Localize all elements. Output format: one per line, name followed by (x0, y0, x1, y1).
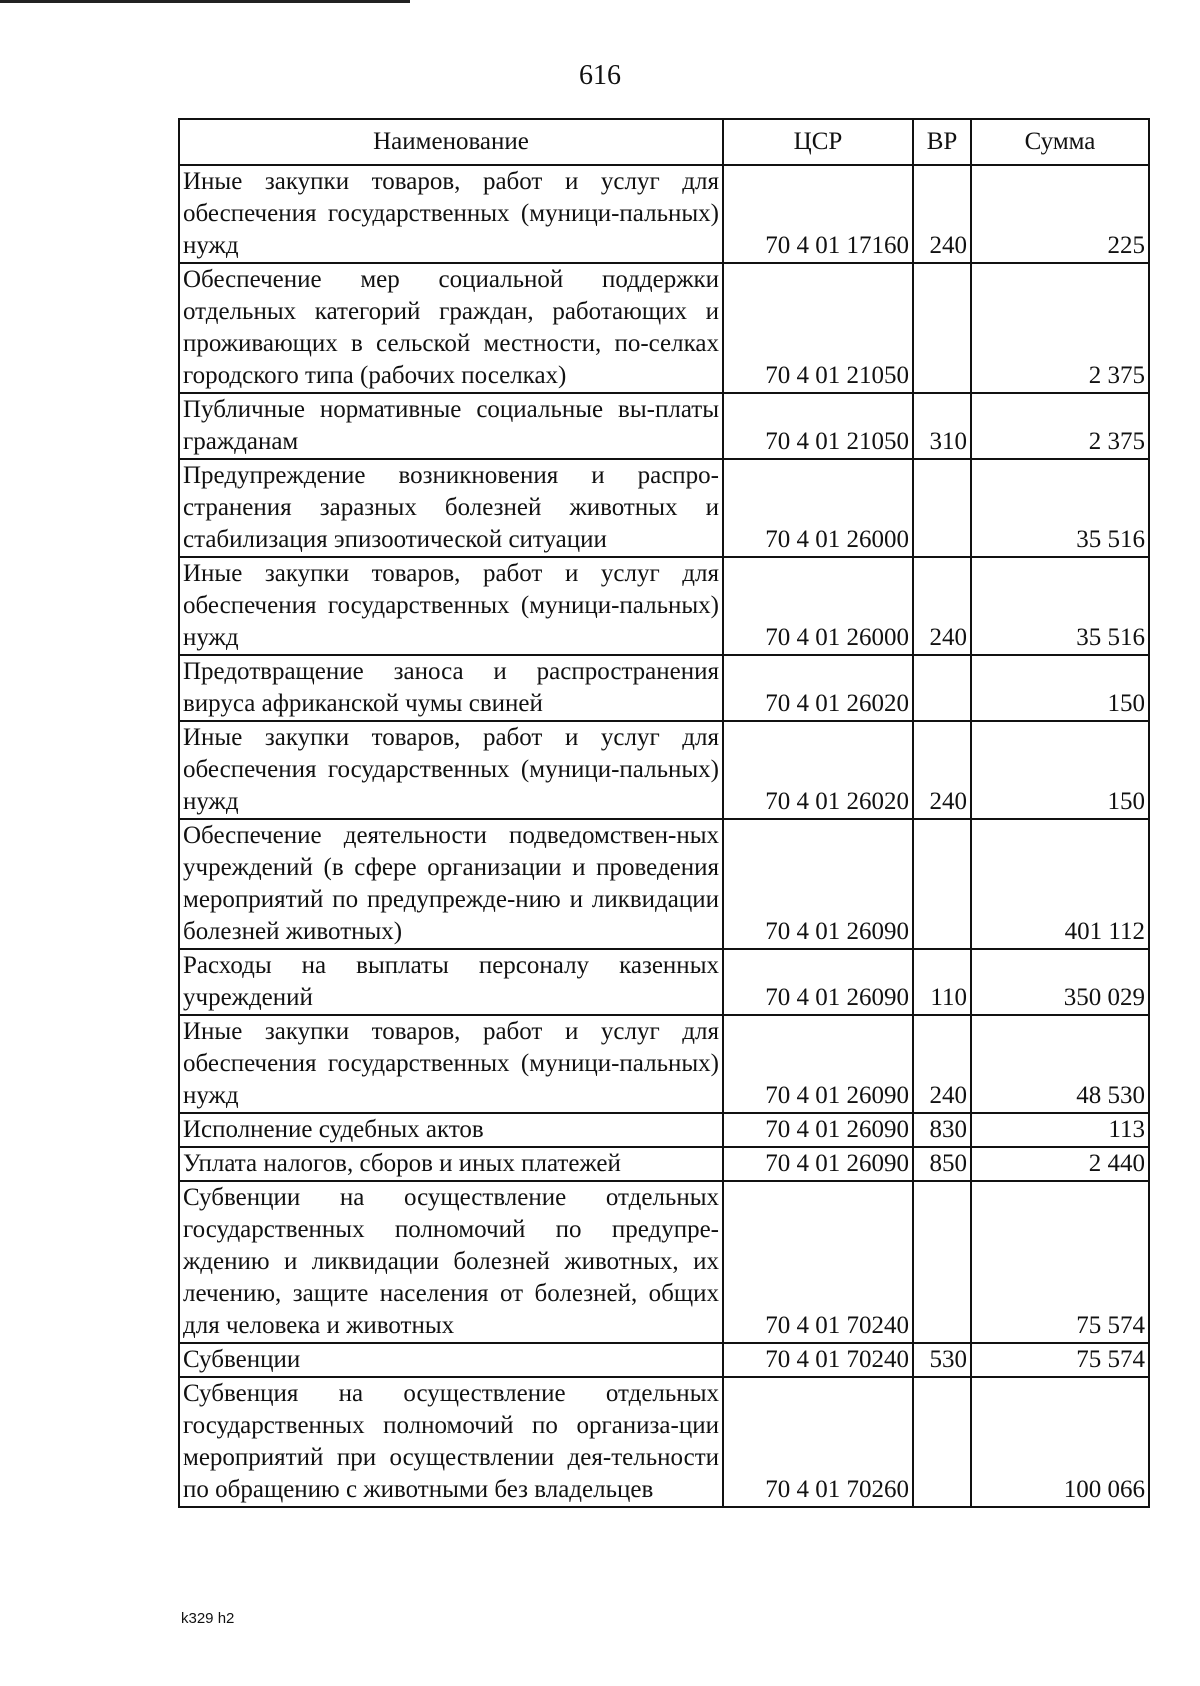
cell-vr (913, 1377, 971, 1507)
cell-csr: 70 4 01 26020 (723, 721, 913, 819)
cell-sum: 2 375 (971, 393, 1149, 459)
table-row (179, 165, 1149, 263)
cell-csr: 70 4 01 26000 (723, 557, 913, 655)
cell-name: Иные закупки товаров, работ и услуг для обеспечения государственных (муници-пальных) нужд (179, 1015, 723, 1113)
table-row (179, 459, 1149, 557)
header-csr: ЦСР (723, 119, 913, 165)
table-row (179, 949, 1149, 1015)
cell-vr (913, 263, 971, 393)
cell-name: Предупреждение возникновения и распро-странения заразных болезней животных и стабилизация эпизоотической ситуации (179, 459, 723, 557)
cell-csr: 70 4 01 21050 (723, 263, 913, 393)
cell-sum: 401 112 (971, 819, 1149, 949)
cell-vr: 240 (913, 557, 971, 655)
cell-sum: 48 530 (971, 1015, 1149, 1113)
cell-sum: 100 066 (971, 1377, 1149, 1507)
table-row (179, 1181, 1149, 1343)
cell-name: Исполнение судебных актов (179, 1113, 723, 1147)
cell-vr: 110 (913, 949, 971, 1015)
footer-code: k329 h2 (181, 1610, 235, 1627)
cell-name: Субвенции (179, 1343, 723, 1377)
cell-csr: 70 4 01 17160 (723, 165, 913, 263)
budget-table (178, 118, 1150, 1508)
cell-vr: 310 (913, 393, 971, 459)
cell-csr: 70 4 01 21050 (723, 393, 913, 459)
cell-name: Обеспечение мер социальной поддержки отдельных категорий граждан, работающих и проживающих в сельской местности, по-селках городского типа (рабочих поселках) (179, 263, 723, 393)
cell-vr (913, 655, 971, 721)
cell-sum: 2 375 (971, 263, 1149, 393)
table-row (179, 1377, 1149, 1507)
cell-csr: 70 4 01 26090 (723, 819, 913, 949)
cell-vr (913, 1181, 971, 1343)
cell-csr: 70 4 01 70260 (723, 1377, 913, 1507)
cell-csr: 70 4 01 70240 (723, 1181, 913, 1343)
cell-sum: 35 516 (971, 557, 1149, 655)
table-row (179, 557, 1149, 655)
cell-csr: 70 4 01 26090 (723, 1113, 913, 1147)
cell-name: Субвенции на осуществление отдельных государственных полномочий по предупре-ждению и ликвидации болезней животных, их лечению, защите населения от болезней, общих для человека и животных (179, 1181, 723, 1343)
cell-vr (913, 819, 971, 949)
table-row (179, 263, 1149, 393)
table-body (179, 165, 1149, 1507)
header-name: Наименование (179, 119, 723, 165)
cell-name: Иные закупки товаров, работ и услуг для обеспечения государственных (муници-пальных) нужд (179, 165, 723, 263)
cell-vr: 240 (913, 165, 971, 263)
cell-name: Публичные нормативные социальные вы-платы гражданам (179, 393, 723, 459)
header-vr: ВР (913, 119, 971, 165)
cell-sum: 35 516 (971, 459, 1149, 557)
cell-name: Предотвращение заноса и распространения вируса африканской чумы свиней (179, 655, 723, 721)
page-number: 616 (579, 60, 621, 91)
table-row (179, 1015, 1149, 1113)
table-row (179, 1147, 1149, 1181)
cell-name: Обеспечение деятельности подведомствен-ных учреждений (в сфере организации и проведения мероприятий по предупрежде-нию и ликвидации болезней животных) (179, 819, 723, 949)
cell-csr: 70 4 01 26090 (723, 1147, 913, 1181)
cell-name: Иные закупки товаров, работ и услуг для обеспечения государственных (муници-пальных) нужд (179, 721, 723, 819)
cell-sum: 2 440 (971, 1147, 1149, 1181)
cell-sum: 150 (971, 655, 1149, 721)
cell-sum: 150 (971, 721, 1149, 819)
cell-sum: 225 (971, 165, 1149, 263)
cell-csr: 70 4 01 26000 (723, 459, 913, 557)
cell-vr: 850 (913, 1147, 971, 1181)
cell-sum: 350 029 (971, 949, 1149, 1015)
cell-name: Иные закупки товаров, работ и услуг для обеспечения государственных (муници-пальных) нужд (179, 557, 723, 655)
header-sum: Сумма (971, 119, 1149, 165)
cell-vr (913, 459, 971, 557)
cell-name: Расходы на выплаты персоналу казенных учреждений (179, 949, 723, 1015)
cell-csr: 70 4 01 26020 (723, 655, 913, 721)
cell-csr: 70 4 01 26090 (723, 949, 913, 1015)
cell-csr: 70 4 01 26090 (723, 1015, 913, 1113)
cell-vr: 240 (913, 721, 971, 819)
table-header-row (179, 119, 1149, 165)
table-row (179, 1343, 1149, 1377)
table-row (179, 819, 1149, 949)
table-row (179, 655, 1149, 721)
table-row (179, 393, 1149, 459)
cell-vr: 830 (913, 1113, 971, 1147)
cell-name: Уплата налогов, сборов и иных платежей (179, 1147, 723, 1181)
cell-sum: 113 (971, 1113, 1149, 1147)
cell-csr: 70 4 01 70240 (723, 1343, 913, 1377)
table-row (179, 1113, 1149, 1147)
cell-vr: 240 (913, 1015, 971, 1113)
cell-sum: 75 574 (971, 1181, 1149, 1343)
table-row (179, 721, 1149, 819)
cell-sum: 75 574 (971, 1343, 1149, 1377)
cell-vr: 530 (913, 1343, 971, 1377)
cell-name: Субвенция на осуществление отдельных государственных полномочий по организа-ции мероприятий при осуществлении дея-тельности по обращению с животными без владельцев (179, 1377, 723, 1507)
scan-top-rule (0, 0, 410, 3)
